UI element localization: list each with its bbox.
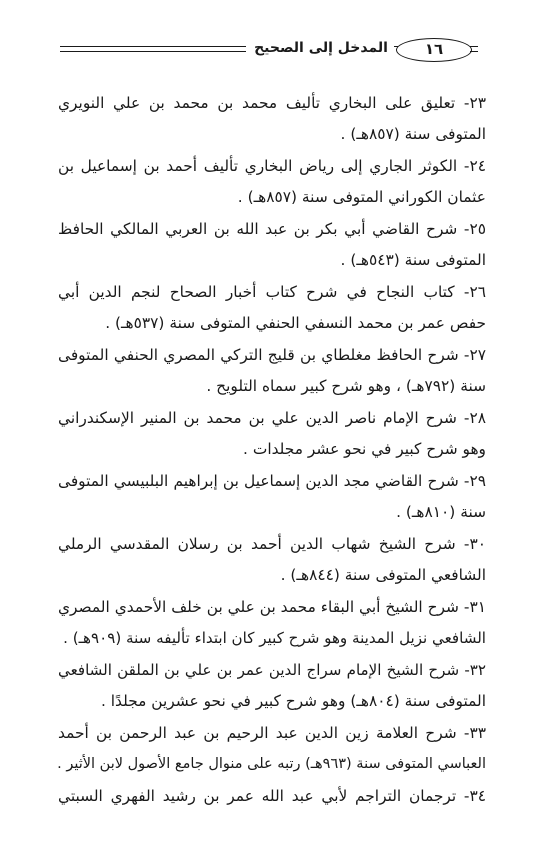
page-header (60, 34, 478, 60)
entry-line: المتوفى سنة (٨٥٧هـ) . (340, 125, 486, 143)
entry-line: ٣٠- شرح الشيخ شهاب الدين أحمد بن رسلان المقدسي الرملي (58, 535, 486, 553)
entry-27 (58, 340, 486, 402)
entry-line: سنة (٨١٠هـ) . (396, 503, 486, 521)
page-body (58, 88, 486, 812)
entry-line: ٢٩- شرح القاضي مجد الدين إسماعيل بن إبراهيم البلبيسي المتوفى (58, 472, 486, 490)
page-number: ١٦ (396, 38, 472, 62)
entry-line: حفص عمر بن محمد النسفي الحنفي المتوفى سنة (٥٣٧هـ) . (105, 314, 486, 332)
entry-line: ٢٥- شرح القاضي أبي بكر بن عبد الله بن العربي المالكي الحافظ (58, 220, 486, 238)
entry-32 (58, 655, 486, 717)
entry-line: العباسي المتوفى سنة (٩٦٣هـ) رتبه على منوال جامع الأصول لابن الأثير . (57, 756, 486, 772)
entry-line: ٢٦- كتاب النجاح في شرح كتاب أخبار الصحاح لنجم الدين أبي (58, 283, 486, 301)
entry-29 (58, 466, 486, 528)
header-rule-right-top (470, 46, 478, 47)
entry-33 (58, 718, 486, 780)
entry-line: ٣٤- ترجمان التراجم لأبي عبد الله عمر بن رشيد الفهري السبتي (58, 787, 486, 805)
entry-26 (58, 277, 486, 339)
running-title: المدخل إلى الصحيح (254, 40, 388, 56)
entry-line: وهو شرح كبير في نحو عشر مجلدات . (243, 440, 486, 458)
entry-line: ٣٢- شرح الشيخ الإمام سراج الدين عمر بن علي بن الملقن الشافعي (58, 661, 486, 679)
entry-line: ٣١- شرح الشيخ أبي البقاء محمد بن علي بن خلف الأحمدي المصري (58, 598, 486, 616)
entry-30 (58, 529, 486, 591)
entry-line: ٢٧- شرح الحافظ مغلطاي بن قليج التركي المصري الحنفي المتوفى (58, 346, 486, 364)
entry-line: سنة (٧٩٢هـ) ، وهو شرح كبير سماه التلويح . (206, 377, 486, 395)
entry-25 (58, 214, 486, 276)
header-rule-left-bottom (60, 51, 246, 52)
entry-line: ٢٨- شرح الإمام ناصر الدين علي بن محمد بن المنير الإسكندراني (58, 409, 486, 427)
header-rule-right-bottom (470, 51, 478, 52)
entry-34 (58, 781, 486, 812)
entry-31 (58, 592, 486, 654)
entry-line: ٢٤- الكوثر الجاري إلى رياض البخاري تأليف أحمد بن إسماعيل بن (58, 157, 486, 175)
entry-line: المتوفى سنة (٥٤٣هـ) . (340, 251, 486, 269)
entry-24 (58, 151, 486, 213)
entry-line: المتوفى سنة (٨٠٤هـ) وهو شرح كبير في نحو عشرين مجلدًا . (100, 692, 486, 710)
entry-28 (58, 403, 486, 465)
entry-23 (58, 88, 486, 150)
entry-line: الشافعي المتوفى سنة (٨٤٤هـ) . (280, 566, 486, 584)
entry-line: الشافعي نزيل المدينة وهو شرح كبير كان ابتداء تأليفه سنة (٩٠٩هـ) . (63, 629, 486, 647)
entry-line: عثمان الكوراني المتوفى سنة (٨٥٧هـ) . (237, 188, 486, 206)
header-rule-left-top (60, 46, 246, 47)
entry-line: ٣٣- شرح العلامة زين الدين عبد الرحيم بن عبد الرحمن بن أحمد (58, 724, 486, 742)
entry-line: ٢٣- تعليق على البخاري تأليف محمد بن محمد بن علي النويري (58, 94, 486, 112)
